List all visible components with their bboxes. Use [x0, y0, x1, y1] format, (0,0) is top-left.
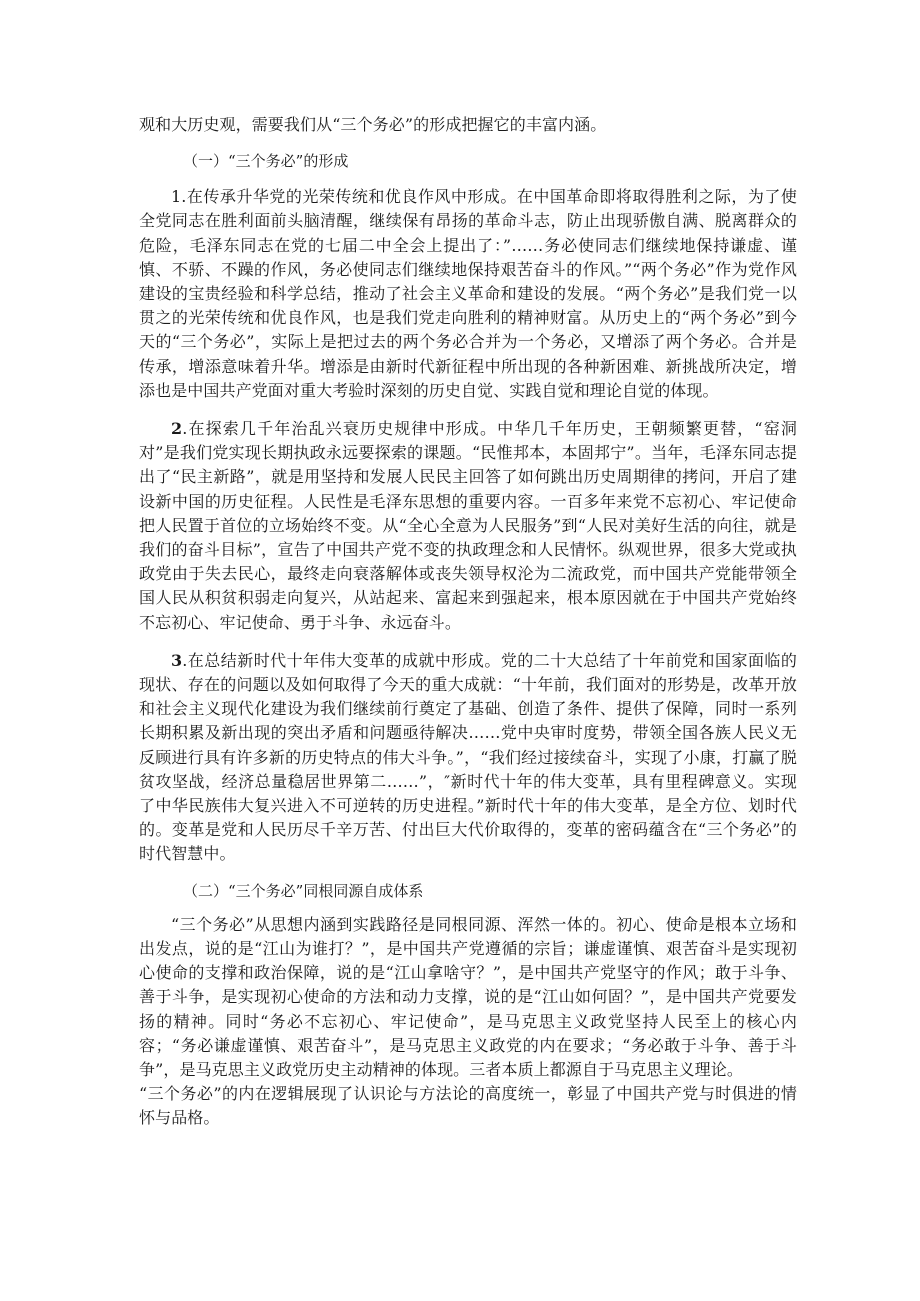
opening-line: 观和大历史观，需要我们从“三个务必”的形成把握它的丰富内涵。: [139, 115, 607, 134]
section2-heading: （二）“三个务必”同根同源自成体系: [183, 881, 424, 900]
point3-text: .在总结新时代十年伟大变革的成就中形成。党的二十大总结了十年前党和国家面临的现状、存在的问题以及如何取得了今天的重大成就：“十年前，我们面对的形势是，改革开放和社会主义现代化建设为我们继续前行奠定了基础、创造了条件、提供了保障，同时一系列长期积累及新出现的突出矛盾和问题亟待解决……党中央审时度势，带领全国各族人民义无反顾进行具有许多新的历史特点的伟大斗争。”，“我们经过接续奋斗，实现了小康，打赢了脱贫攻坚战，经济总量稳居世界第二……”，″新时代十年的伟大变革，具有里程碑意义。实现了中华民族伟大复兴进入不可逆转的历史进程。”新时代十年的伟大变革，是全方位、划时代的。变革是党和人民历尽千辛万苦、付出巨大代价取得的，变革的密码蕴含在“三个务必”的时代智慧中。: [139, 650, 797, 864]
point1-number: 1.: [171, 187, 187, 207]
closing-paragraph: “三个务必”的内在逻辑展现了认识论与方法论的高度统一，彰显了中国共产党与时俱进的情怀与品格。: [139, 1084, 797, 1128]
point1-text: 在传承升华党的光荣传统和优良作风中形成。在中国革命即将取得胜利之际，为了使全党同志在胜利面前头脑清醒，继续保有昂扬的革命斗志，防止出现骄傲自满、脱离群众的危险，毛泽东同志在党的七届二中全会上提出了：”……务必使同志们继续地保持谦虚、谨慎、不骄、不躁的作风，务必使同志们继续地保持艰苦奋斗的作风。”“两个务必”作为党作风建设的宝贵经验和科学总结，推动了社会主义革命和建设的发展。“两个务必”是我们党一以贯之的光荣传统和优良作风，也是我们党走向胜利的精神财富。从历史上的“两个务必”到今天的“三个务必”，实际上是把过去的两个务必合并为一个务必，又增添了两个务必。合并是传承，增添意味着升华。增添是由新时代新征程中所出现的各种新困难、新挑战所决定，增添也是中国共产党面对重大考验时深刻的历史自觉、实践自觉和理论自觉的体现。: [139, 187, 797, 400]
point2-number: 2: [171, 419, 183, 439]
document-body: [139, 113, 797, 1131]
point3-paragraph: [139, 649, 797, 867]
point1-paragraph: [139, 185, 797, 403]
section1-heading: （一）“三个务必”的形成: [183, 152, 349, 171]
point2-text: .在探索几千年治乱兴衰历史规律中形成。中华几千年历史，王朝频繁更替，“窑洞对”是我们党实现长期执政永远要探索的课题。“民惟邦本，本固邦宁”。当年，毛泽东同志提出了“民主新路”，就是用坚持和发展人民民主回答了如何跳出历史周期律的拷问，开启了建设新中国的历史征程。人民性是毛泽东思想的重要内容。一百多年来党不忘初心、牢记使命把人民置于首位的立场始终不变。从“全心全意为人民服务”到“人民对美好生活的向往，就是我们的奋斗目标”，宣告了中国共产党不变的执政理念和人民情怀。纵观世界，很多大党或执政党由于失去民心，最终走向衰落解体或丧失领导权沦为二流政党，而中国共产党能带领全国人民从积贫积弱走向复兴，从站起来、富起来到强起来，根本原因就在于中国共产党始终不忘初心、牢记使命、勇于斗争、永远奋斗。: [139, 419, 797, 632]
section2-paragraph: “三个务必”从思想内涵到实践路径是同根同源、浑然一体的。初心、使命是根本立场和出发点，说的是“江山为谁打？”，是中国共产党遵循的宗旨；谦虚谨慎、艰苦奋斗是实现初心使命的支撑和政治保障，说的是“江山拿啥守？”，是中国共产党坚守的作风；敢于斗争、善于斗争，是实现初心使命的方法和动力支撑，说的是“江山如何固？”，是中国共产党要发扬的精神。同时“务必不忘初心、牢记使命”，是马克思主义政党坚持人民至上的核心内容；“务必谦虚谨慎、艰苦奋斗”，是马克思主义政党的内在要求；“务必敢于斗争、善于斗争”，是马克思主义政党历史主动精神的体现。三者本质上都源自于马克思主义理论。: [139, 914, 797, 1079]
point2-paragraph: [139, 417, 797, 635]
point3-number: 3: [171, 650, 183, 670]
